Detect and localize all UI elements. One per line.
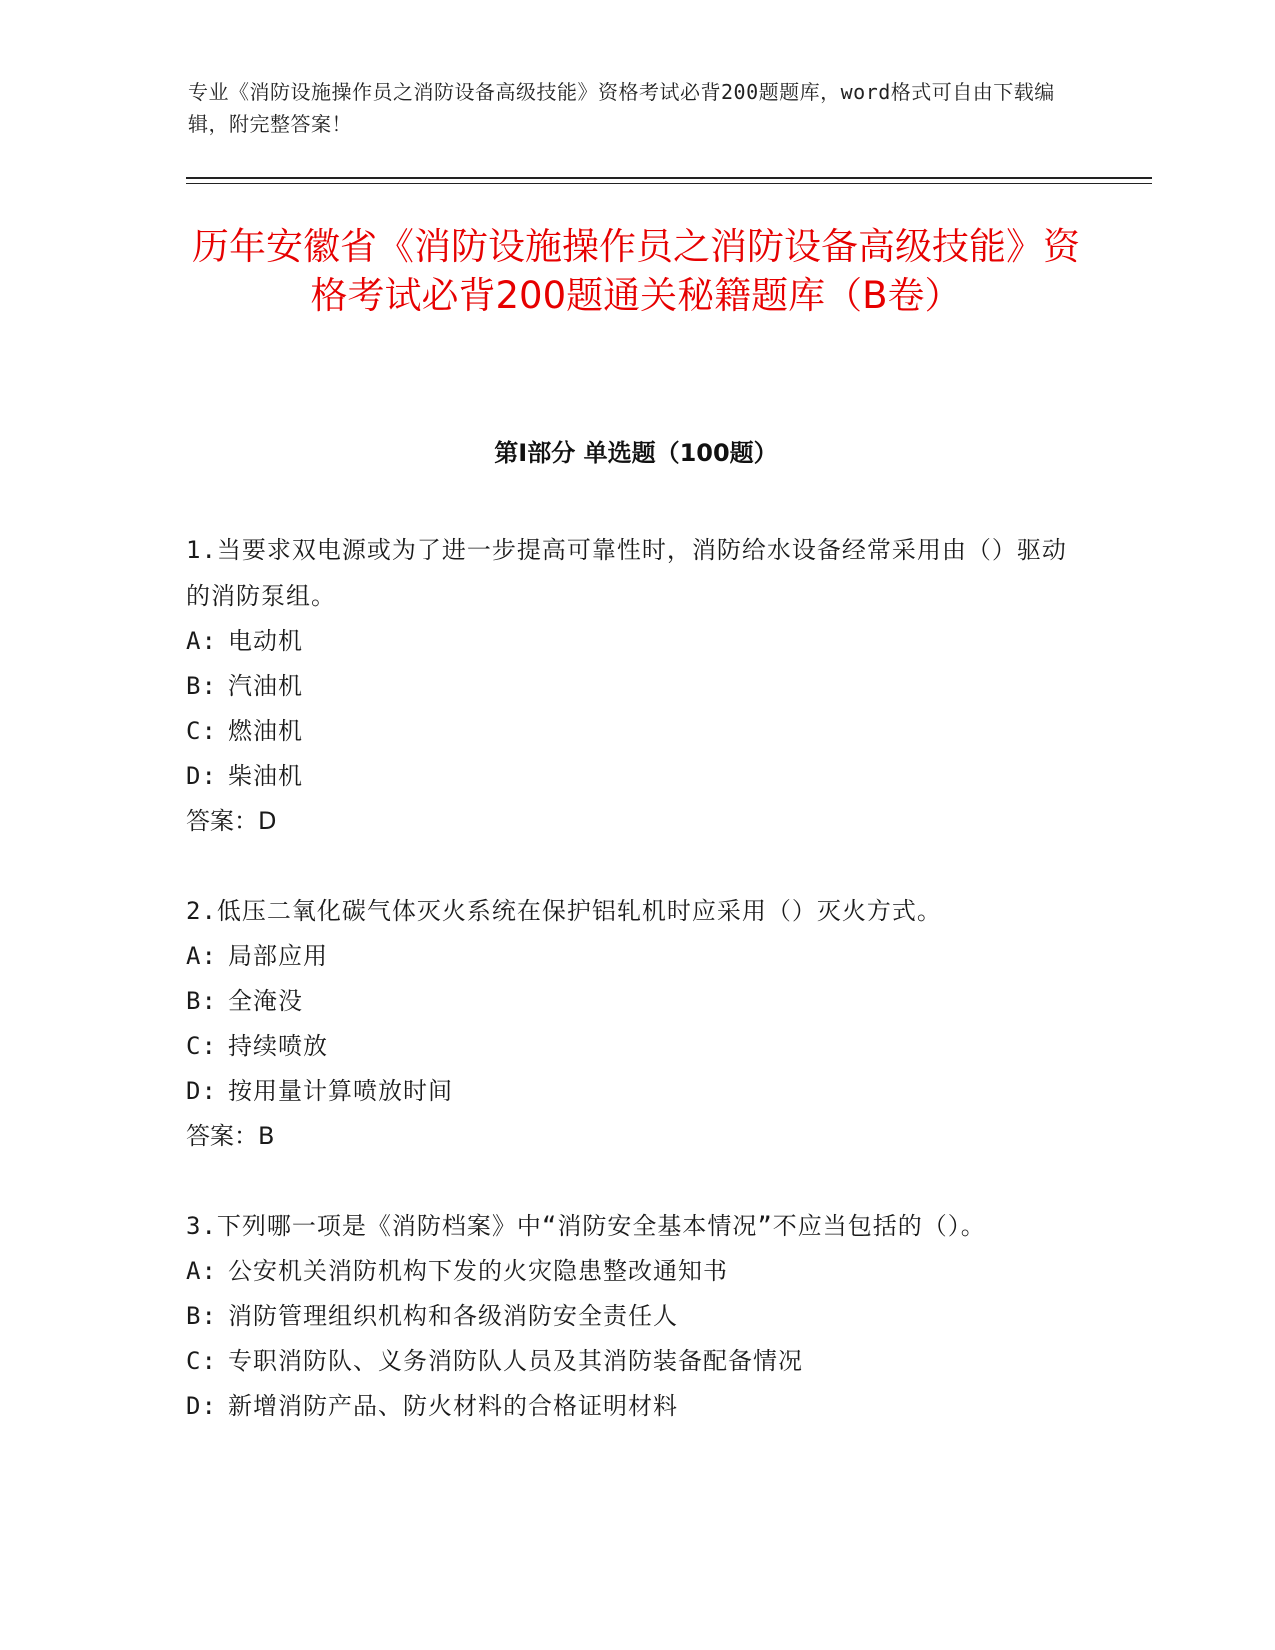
question-stem: 2.低压二氧化碳气体灭火系统在保护铝轧机时应采用（）灭火方式。 — [186, 897, 942, 925]
option-letter: D: — [186, 1392, 217, 1420]
option-text: 消防管理组织机构和各级消防安全责任人 — [228, 1302, 678, 1330]
option-text: 持续喷放 — [228, 1032, 328, 1060]
option-letter: D: — [186, 762, 217, 790]
option-text: 公安机关消防机构下发的火灾隐患整改通知书 — [228, 1257, 728, 1285]
option-text: 按用量计算喷放时间 — [228, 1077, 453, 1105]
option-text: 电动机 — [228, 627, 303, 655]
option-d — [186, 754, 1086, 799]
option-d — [186, 1069, 1086, 1114]
option-letter: B: — [186, 987, 217, 1015]
question-3 — [186, 1203, 1086, 1429]
option-b — [186, 664, 1086, 709]
option-b — [186, 1294, 1086, 1339]
option-letter: D: — [186, 1077, 217, 1105]
option-c — [186, 1339, 1086, 1384]
question-1 — [186, 527, 1086, 844]
option-letter: C: — [186, 1347, 217, 1375]
option-text: 全淹没 — [228, 987, 303, 1015]
option-text: 柴油机 — [228, 762, 303, 790]
option-c — [186, 709, 1086, 754]
option-letter: A: — [186, 1257, 217, 1285]
option-letter: C: — [186, 1032, 217, 1060]
option-text: 汽油机 — [228, 672, 303, 700]
option-d — [186, 1384, 1086, 1429]
option-letter: A: — [186, 627, 217, 655]
answer-line: 答案：D — [186, 807, 277, 835]
question-stem: 3.下列哪一项是《消防档案》中“消防安全基本情况”不应当包括的（）。 — [186, 1212, 986, 1240]
option-text: 燃油机 — [228, 717, 303, 745]
question-stem: 1.当要求双电源或为了进一步提高可靠性时，消防给水设备经常采用由（）驱动的消防泵组。 — [186, 536, 1067, 610]
option-a — [186, 619, 1086, 664]
option-text: 新增消防产品、防火材料的合格证明材料 — [228, 1392, 678, 1420]
option-b — [186, 979, 1086, 1024]
option-text: 局部应用 — [228, 942, 328, 970]
question-list — [186, 527, 1086, 1473]
header-note: 专业《消防设施操作员之消防设备高级技能》资格考试必背200题题库，word格式可自由下载编辑，附完整答案！ — [188, 80, 1055, 136]
header-divider-thin — [186, 183, 1152, 184]
option-letter: B: — [186, 1302, 217, 1330]
option-a — [186, 934, 1086, 979]
option-letter: B: — [186, 672, 217, 700]
option-c — [186, 1024, 1086, 1069]
section-title: 第Ⅰ部分 单选题（100题） — [494, 439, 778, 467]
option-letter: A: — [186, 942, 217, 970]
option-letter: C: — [186, 717, 217, 745]
option-text: 专职消防队、义务消防队人员及其消防装备配备情况 — [228, 1347, 803, 1375]
question-2 — [186, 888, 1086, 1159]
answer-line: 答案：B — [186, 1122, 275, 1150]
header-divider-thick — [186, 177, 1152, 179]
document-title: 历年安徽省《消防设施操作员之消防设备高级技能》资格考试必背200题通关秘籍题库（B卷） — [192, 225, 1080, 317]
option-a — [186, 1249, 1086, 1294]
